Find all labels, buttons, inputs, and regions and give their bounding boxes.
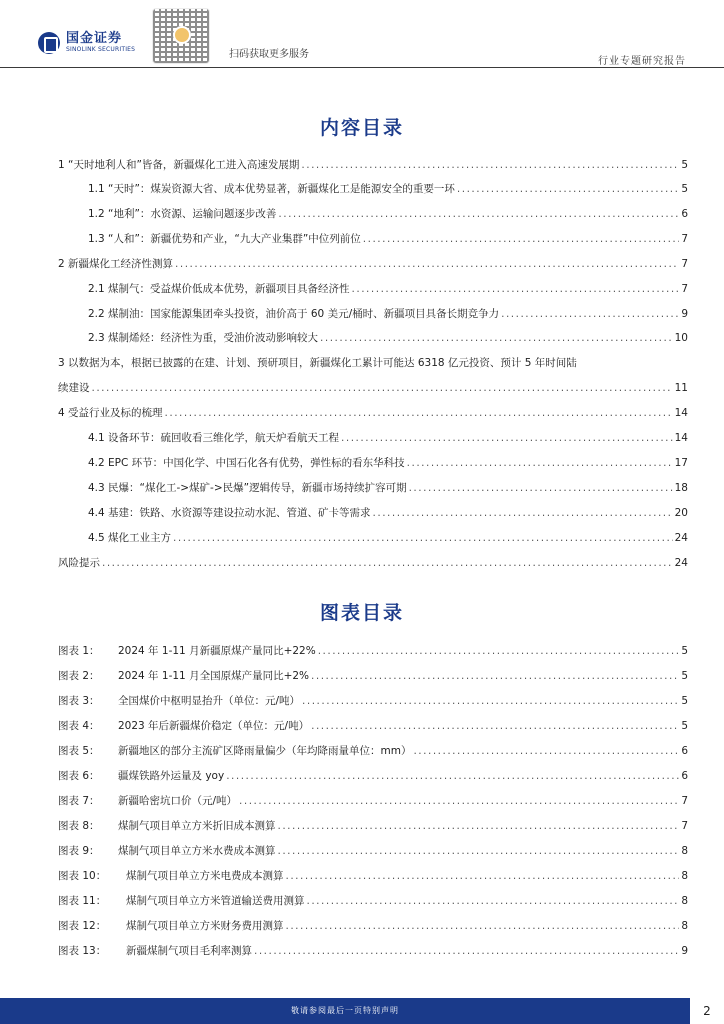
leader-dots	[301, 159, 679, 171]
leader-dots	[352, 283, 680, 295]
toc-entry-title: 1.2 “地利”：水资源、运输问题逐步改善	[88, 208, 277, 220]
toc-entry[interactable]	[88, 530, 688, 545]
toc-entry[interactable]	[88, 430, 688, 445]
figure-title: 2024 年 1-11 月全国原煤产量同比+2%	[118, 670, 310, 682]
toc-entry[interactable]	[88, 231, 688, 246]
figure-page: 7	[681, 820, 688, 832]
toc-entry[interactable]	[88, 480, 688, 495]
figure-label: 图表 10：	[58, 870, 107, 882]
figure-label: 图表 2：	[58, 670, 100, 682]
toc-entry-title-cont: 续建设	[58, 382, 90, 394]
toc-entry-page: 24	[674, 532, 688, 544]
figure-label: 图表 9：	[58, 845, 100, 857]
figure-entry[interactable]	[58, 943, 688, 958]
company-logo	[38, 30, 148, 56]
toc-entry[interactable]	[88, 330, 688, 345]
leader-dots	[363, 233, 680, 245]
logo-name-cn: 国金证券	[66, 31, 123, 46]
toc-heading: 内容目录	[319, 117, 404, 139]
figure-title: 煤制气项目单立方米水费成本测算	[118, 845, 276, 857]
header-divider	[0, 67, 724, 68]
toc-entry-title: 1.1 “天时”：煤炭资源大省、成本优势显著，新疆煤化工是能源安全的重要一环	[88, 183, 455, 195]
figure-label: 图表 6：	[58, 770, 100, 782]
toc-entry-page: 5	[681, 159, 688, 171]
figure-title: 新疆地区的部分主流矿区降雨量偏少（年均降雨量单位：mm）	[118, 745, 412, 757]
leader-dots	[413, 745, 679, 757]
figure-entry[interactable]	[58, 918, 688, 933]
figure-title: 疆煤铁路外运量及 yoy	[118, 770, 225, 782]
leader-dots	[407, 457, 673, 469]
toc-entry-page: 18	[674, 482, 688, 494]
figure-title: 新疆哈密坑口价（元/吨）	[118, 795, 238, 807]
figure-title: 煤制气项目单立方米折旧成本测算	[118, 820, 276, 832]
toc-entry[interactable]	[88, 505, 688, 520]
leader-dots	[102, 557, 673, 569]
figure-label: 图表 13：	[58, 945, 107, 957]
figure-page: 8	[681, 895, 688, 907]
toc-entry-title[interactable]: 3 以数据为本，根据已披露的在建、计划、预研项目，新疆煤化工累计可能达 6318 亿元投资、预计 5 年时间陆	[58, 357, 577, 369]
toc-entry-title: 4.4 基建：铁路、水资源等建设拉动水泥、管道、矿卡等需求	[88, 507, 371, 519]
figure-label: 图表 7：	[58, 795, 100, 807]
logo-icon	[38, 32, 60, 54]
toc-entry-page: 20	[674, 507, 688, 519]
figure-page: 9	[681, 945, 688, 957]
figure-title: 煤制气项目单立方米财务费用测算	[126, 920, 284, 932]
leader-dots	[318, 645, 680, 657]
toc-entry[interactable]	[58, 256, 688, 271]
figure-label: 图表 8：	[58, 820, 100, 832]
toc-entry-page: 7	[681, 233, 688, 245]
toc-entry[interactable]	[88, 206, 688, 221]
figure-page: 5	[681, 695, 688, 707]
leader-dots	[165, 407, 673, 419]
figure-page: 5	[681, 720, 688, 732]
leader-dots	[278, 845, 680, 857]
toc-entry-title: 4 受益行业及标的梳理	[58, 407, 163, 419]
figure-label: 图表 11：	[58, 895, 107, 907]
leader-dots	[278, 820, 680, 832]
toc-entry[interactable]	[58, 555, 688, 570]
leader-dots	[320, 332, 673, 344]
leader-dots	[373, 507, 673, 519]
logo-name-en: SINOLINK SECURITIES	[66, 46, 136, 53]
leader-dots	[173, 532, 673, 544]
toc-entry-title: 4.1 设备环节：硫回收看三维化学，航天炉看航天工程	[88, 432, 340, 444]
figures-heading: 图表目录	[319, 602, 404, 624]
leader-dots	[286, 870, 680, 882]
figure-title: 新疆煤制气项目毛利率测算	[126, 945, 252, 957]
toc-entry[interactable]	[58, 157, 688, 172]
figure-title: 2024 年 1-11 月新疆原煤产量同比+22%	[118, 645, 316, 657]
figure-entry[interactable]	[58, 893, 688, 908]
toc-entry-title: 2.1 煤制气：受益煤价低成本优势，新疆项目具备经济性	[88, 283, 350, 295]
toc-entry[interactable]	[88, 181, 688, 196]
leader-dots	[239, 795, 679, 807]
qr-avatar	[173, 26, 191, 44]
leader-dots	[307, 895, 680, 907]
toc-entry-title: 2.2 煤制油：国家能源集团牵头投资，油价高于 60 美元/桶时、新疆项目具备长期竞争力	[88, 308, 500, 320]
figure-entry[interactable]	[58, 668, 688, 683]
leader-dots	[311, 670, 679, 682]
figure-page: 6	[681, 770, 688, 782]
figure-page: 5	[681, 670, 688, 682]
leader-dots	[92, 382, 673, 394]
figure-title: 2023 年后新疆煤价稳定（单位：元/吨）	[118, 720, 310, 732]
toc-entry-title: 风险提示	[58, 557, 100, 569]
leader-dots	[311, 720, 679, 732]
figure-page: 8	[681, 845, 688, 857]
figure-entry[interactable]	[58, 693, 688, 708]
document-type: 行业专题研究报告	[598, 56, 686, 67]
figure-title: 煤制气项目单立方米电费成本测算	[126, 870, 284, 882]
toc-entry-title: 4.3 民爆：“煤化工->煤矿->民爆”逻辑传导，新疆市场持续扩容可期	[88, 482, 407, 494]
toc-entry-title: 4.2 EPC 环节：中国化学、中国石化各有优势，弹性标的看东华科技	[88, 457, 405, 469]
toc-entry-page: 24	[674, 557, 688, 569]
leader-dots	[254, 945, 679, 957]
toc-entry-page: 7	[681, 258, 688, 270]
figure-label: 图表 12：	[58, 920, 107, 932]
figure-entry[interactable]	[58, 843, 688, 858]
qr-caption: 扫码获取更多服务	[229, 49, 309, 60]
figure-page: 8	[681, 870, 688, 882]
leader-dots	[286, 920, 680, 932]
figure-label: 图表 1：	[58, 645, 100, 657]
toc-entry-title: 2 新疆煤化工经济性测算	[58, 258, 174, 270]
page-header	[0, 0, 724, 68]
leader-dots	[278, 208, 679, 220]
toc-entry-page: 17	[674, 457, 688, 469]
figure-title: 煤制气项目单立方米管道输送费用测算	[126, 895, 305, 907]
figure-entry[interactable]	[58, 743, 688, 758]
figure-label: 图表 4：	[58, 720, 100, 732]
figure-entry[interactable]	[58, 793, 688, 808]
figure-entry[interactable]	[58, 768, 688, 783]
leader-dots	[501, 308, 679, 320]
toc-entry[interactable]	[88, 306, 688, 321]
toc-entry-title: 4.5 煤化工业主方	[88, 532, 172, 544]
figure-page: 7	[681, 795, 688, 807]
toc-entry[interactable]	[88, 455, 688, 470]
toc-entry[interactable]	[58, 380, 688, 395]
toc-entry-page: 5	[681, 183, 688, 195]
leader-dots	[226, 770, 679, 782]
toc-entry-page: 9	[681, 308, 688, 320]
toc-entry-title: 2.3 煤制烯烃：经济性为重，受油价波动影响较大	[88, 332, 319, 344]
toc-entry-page: 11	[674, 382, 688, 394]
figure-page: 6	[681, 745, 688, 757]
toc-entry-page: 7	[681, 283, 688, 295]
toc-entry[interactable]	[88, 281, 688, 296]
leader-dots	[341, 432, 673, 444]
leader-dots	[175, 258, 679, 270]
toc-entry-page: 10	[674, 332, 688, 344]
toc-entry-page: 14	[674, 407, 688, 419]
figure-page: 8	[681, 920, 688, 932]
toc-entry-page: 6	[681, 208, 688, 220]
figure-title: 全国煤价中枢明显抬升（单位：元/吨）	[118, 695, 301, 707]
figure-entry[interactable]	[58, 643, 688, 658]
leader-dots	[457, 183, 679, 195]
toc-entry-title: 1.3 “人和”：新疆优势和产业，“九大产业集群”中位列前位	[88, 233, 361, 245]
figure-label: 图表 5：	[58, 745, 100, 757]
toc-entry-page: 14	[674, 432, 688, 444]
footer-disclaimer: 敬请参阅最后一页特别声明	[291, 1006, 399, 1015]
figure-entry[interactable]	[58, 718, 688, 733]
figure-entry[interactable]	[58, 818, 688, 833]
toc-entry[interactable]	[58, 405, 688, 420]
leader-dots	[409, 482, 673, 494]
figure-label: 图表 3：	[58, 695, 100, 707]
page-number: 2	[703, 1004, 711, 1018]
leader-dots	[302, 695, 679, 707]
toc-entry-title: 1 “天时地利人和”皆备，新疆煤化工进入高速发展期	[58, 159, 300, 171]
figure-page: 5	[681, 645, 688, 657]
figure-entry[interactable]	[58, 868, 688, 883]
